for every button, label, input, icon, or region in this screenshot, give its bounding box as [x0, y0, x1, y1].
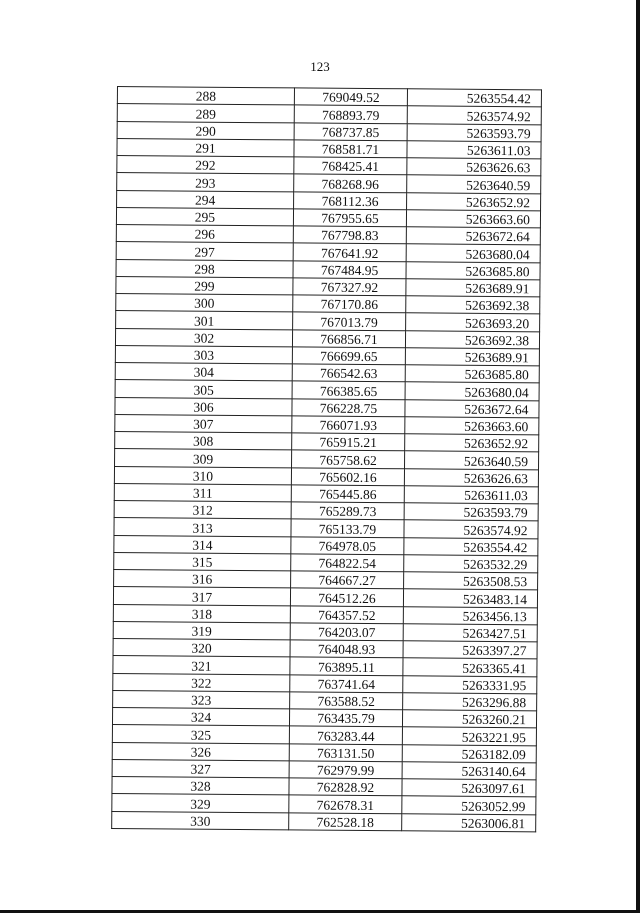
point-number-cell: 304 [115, 362, 292, 381]
x-coordinate-cell: 767798.83 [293, 226, 406, 244]
y-coordinate-cell: 5263097.61 [402, 779, 536, 797]
x-coordinate-cell: 762828.92 [289, 778, 402, 796]
y-coordinate-cell: 5263365.41 [403, 658, 537, 676]
coordinate-table [111, 86, 542, 832]
point-number-cell: 326 [112, 742, 289, 761]
point-number-cell: 324 [112, 707, 289, 726]
point-number-cell: 306 [115, 397, 292, 416]
point-number-cell: 325 [112, 725, 289, 744]
point-number-cell: 327 [112, 759, 289, 778]
x-coordinate-cell: 769049.52 [294, 88, 407, 106]
x-coordinate-cell: 763131.50 [289, 743, 402, 761]
x-coordinate-cell: 766071.93 [292, 416, 405, 434]
x-coordinate-cell: 766228.75 [292, 398, 405, 416]
point-number-cell: 290 [117, 121, 294, 140]
y-coordinate-cell: 5263554.42 [407, 89, 541, 107]
x-coordinate-cell: 766856.71 [292, 329, 405, 347]
point-number-cell: 310 [114, 466, 291, 485]
point-number-cell: 316 [114, 569, 291, 588]
y-coordinate-cell: 5263593.79 [407, 123, 541, 141]
x-coordinate-cell: 763435.79 [289, 709, 402, 727]
point-number-cell: 329 [112, 794, 289, 813]
y-coordinate-cell: 5263593.79 [404, 503, 538, 521]
x-coordinate-cell: 768425.41 [294, 157, 407, 175]
x-coordinate-cell: 768737.85 [294, 122, 407, 140]
point-number-cell: 321 [113, 656, 290, 675]
y-coordinate-cell: 5263296.88 [403, 693, 537, 711]
point-number-cell: 330 [112, 811, 289, 830]
x-coordinate-cell: 763283.44 [289, 726, 402, 744]
point-number-cell: 300 [116, 293, 293, 312]
y-coordinate-cell: 5263672.64 [406, 227, 540, 245]
x-coordinate-cell: 762528.18 [289, 812, 402, 830]
x-coordinate-cell: 765133.79 [291, 519, 404, 537]
x-coordinate-cell: 763895.11 [290, 657, 403, 675]
x-coordinate-cell: 764822.54 [291, 554, 404, 572]
point-number-cell: 294 [117, 190, 294, 209]
point-number-cell: 323 [113, 690, 290, 709]
x-coordinate-cell: 765289.73 [291, 502, 404, 520]
x-coordinate-cell: 763588.52 [290, 692, 403, 710]
y-coordinate-cell: 5263397.27 [403, 641, 537, 659]
x-coordinate-cell: 765915.21 [292, 433, 405, 451]
y-coordinate-cell: 5263508.53 [404, 572, 538, 590]
point-number-cell: 311 [114, 483, 291, 502]
y-coordinate-cell: 5263574.92 [404, 520, 538, 538]
point-number-cell: 317 [113, 587, 290, 606]
x-coordinate-cell: 763741.64 [290, 674, 403, 692]
y-coordinate-cell: 5263456.13 [403, 606, 537, 624]
y-coordinate-cell: 5263692.38 [405, 330, 539, 348]
point-number-cell: 293 [117, 173, 294, 192]
point-number-cell: 297 [116, 242, 293, 261]
point-number-cell: 322 [113, 673, 290, 692]
y-coordinate-cell: 5263680.04 [406, 244, 540, 262]
point-number-cell: 315 [114, 552, 291, 571]
point-number-cell: 314 [114, 535, 291, 554]
x-coordinate-cell: 764048.93 [290, 640, 403, 658]
x-coordinate-cell: 762678.31 [289, 795, 402, 813]
point-number-cell: 303 [115, 345, 292, 364]
x-coordinate-cell: 767955.65 [293, 209, 406, 227]
x-coordinate-cell: 764203.07 [290, 623, 403, 641]
x-coordinate-cell: 766699.65 [292, 347, 405, 365]
x-coordinate-cell: 766385.65 [292, 381, 405, 399]
y-coordinate-cell: 5263611.03 [404, 486, 538, 504]
point-number-cell: 296 [116, 224, 293, 243]
y-coordinate-cell: 5263693.20 [406, 313, 540, 331]
x-coordinate-cell: 768893.79 [294, 105, 407, 123]
scan-edge-right [636, 0, 640, 913]
y-coordinate-cell: 5263640.59 [407, 175, 541, 193]
x-coordinate-cell: 767170.86 [293, 295, 406, 313]
point-number-cell: 288 [117, 87, 294, 106]
x-coordinate-cell: 768268.96 [294, 174, 407, 192]
x-coordinate-cell: 764512.26 [290, 588, 403, 606]
x-coordinate-cell: 765445.86 [291, 485, 404, 503]
point-number-cell: 308 [115, 431, 292, 450]
y-coordinate-cell: 5263685.80 [406, 261, 540, 279]
point-number-cell: 318 [113, 604, 290, 623]
y-coordinate-cell: 5263663.60 [406, 210, 540, 228]
x-coordinate-cell: 768112.36 [294, 191, 407, 209]
x-coordinate-cell: 764357.52 [290, 605, 403, 623]
point-number-cell: 292 [117, 156, 294, 175]
y-coordinate-cell: 5263685.80 [405, 365, 539, 383]
y-coordinate-cell: 5263483.14 [403, 589, 537, 607]
x-coordinate-cell: 765758.62 [292, 450, 405, 468]
x-coordinate-cell: 767641.92 [293, 243, 406, 261]
y-coordinate-cell: 5263652.92 [407, 192, 541, 210]
x-coordinate-cell: 764978.05 [291, 536, 404, 554]
x-coordinate-cell: 766542.63 [292, 364, 405, 382]
point-number-cell: 319 [113, 621, 290, 640]
x-coordinate-cell: 764667.27 [291, 571, 404, 589]
point-number-cell: 295 [116, 207, 293, 226]
table-row [112, 811, 536, 832]
y-coordinate-cell: 5263640.59 [405, 451, 539, 469]
y-coordinate-cell: 5263663.60 [405, 417, 539, 435]
point-number-cell: 301 [116, 311, 293, 330]
y-coordinate-cell: 5263626.63 [404, 468, 538, 486]
x-coordinate-cell: 768581.71 [294, 140, 407, 158]
point-number-cell: 328 [112, 776, 289, 795]
y-coordinate-cell: 5263331.95 [403, 675, 537, 693]
x-coordinate-cell: 767013.79 [293, 312, 406, 330]
x-coordinate-cell: 767484.95 [293, 260, 406, 278]
point-number-cell: 309 [115, 449, 292, 468]
point-number-cell: 305 [115, 380, 292, 399]
y-coordinate-cell: 5263574.92 [407, 106, 541, 124]
y-coordinate-cell: 5263140.64 [402, 762, 536, 780]
y-coordinate-cell: 5263532.29 [404, 555, 538, 573]
page-number: 123 [310, 59, 330, 74]
x-coordinate-cell: 762979.99 [289, 761, 402, 779]
x-coordinate-cell: 765602.16 [291, 467, 404, 485]
y-coordinate-cell: 5263689.91 [406, 279, 540, 297]
y-coordinate-cell: 5263626.63 [407, 158, 541, 176]
point-number-cell: 320 [113, 638, 290, 657]
y-coordinate-cell: 5263182.09 [402, 744, 536, 762]
point-number-cell: 313 [114, 518, 291, 537]
y-coordinate-cell: 5263672.64 [405, 399, 539, 417]
point-number-cell: 299 [116, 276, 293, 295]
x-coordinate-cell: 767327.92 [293, 278, 406, 296]
y-coordinate-cell: 5263260.21 [402, 710, 536, 728]
point-number-cell: 291 [117, 138, 294, 157]
y-coordinate-cell: 5263652.92 [405, 434, 539, 452]
point-number-cell: 307 [115, 414, 292, 433]
point-number-cell: 302 [115, 328, 292, 347]
y-coordinate-cell: 5263221.95 [402, 727, 536, 745]
point-number-cell: 298 [116, 259, 293, 278]
point-number-cell: 289 [117, 104, 294, 123]
y-coordinate-cell: 5263554.42 [404, 537, 538, 555]
y-coordinate-cell: 5263052.99 [402, 796, 536, 814]
y-coordinate-cell: 5263611.03 [407, 141, 541, 159]
y-coordinate-cell: 5263692.38 [406, 296, 540, 314]
y-coordinate-cell: 5263680.04 [405, 382, 539, 400]
y-coordinate-cell: 5263689.91 [405, 348, 539, 366]
y-coordinate-cell: 5263006.81 [402, 813, 536, 831]
y-coordinate-cell: 5263427.51 [403, 624, 537, 642]
coordinate-table-body [112, 87, 542, 832]
point-number-cell: 312 [114, 500, 291, 519]
